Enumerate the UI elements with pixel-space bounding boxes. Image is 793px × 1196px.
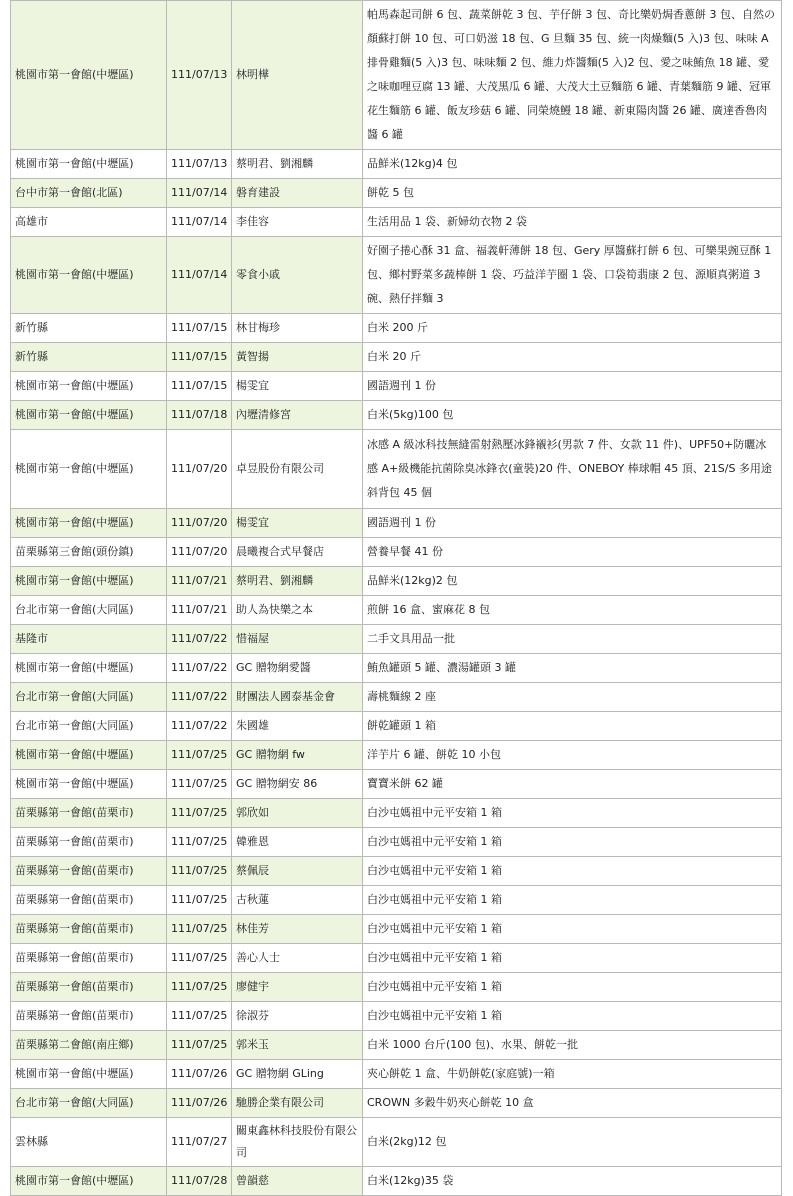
items-cell: 國語週刊 1 份 [363, 509, 782, 538]
date-cell: 111/07/25 [167, 1031, 232, 1060]
items-cell: 白沙屯媽祖中元平安箱 1 箱 [363, 799, 782, 828]
donor-cell: 楊雯宜 [232, 509, 363, 538]
unit-cell: 台北市第一會館(大同區) [11, 712, 167, 741]
donor-cell: 蔡明君、劉湘麟 [232, 150, 363, 179]
items-cell: 寶寶米餅 62 罐 [363, 770, 782, 799]
date-cell: 111/07/14 [167, 237, 232, 314]
items-cell: 品鮮米(12kg)2 包 [363, 567, 782, 596]
unit-cell: 桃園市第一會館(中壢區) [11, 401, 167, 430]
date-cell: 111/07/21 [167, 567, 232, 596]
date-cell: 111/07/22 [167, 712, 232, 741]
table-row [11, 973, 782, 1002]
date-cell: 111/07/25 [167, 857, 232, 886]
items-cell: 白米 200 斤 [363, 314, 782, 343]
donor-cell: 韓雅恩 [232, 828, 363, 857]
items-cell: 鮪魚罐頭 5 罐、濃湯罐頭 3 罐 [363, 654, 782, 683]
donor-cell: 蔡佩辰 [232, 857, 363, 886]
items-cell: 餅乾罐頭 1 箱 [363, 712, 782, 741]
date-cell: 111/07/14 [167, 208, 232, 237]
unit-cell: 台北市第一會館(大同區) [11, 683, 167, 712]
unit-cell: 台北市第一會館(大同區) [11, 1089, 167, 1118]
unit-cell: 苗栗縣第一會館(苗栗市) [11, 915, 167, 944]
donor-cell: GC 贈物網 fw [232, 741, 363, 770]
date-cell: 111/07/22 [167, 654, 232, 683]
table-row [11, 538, 782, 567]
donor-cell: 零食小戚 [232, 237, 363, 314]
donor-cell: 卓昱股份有限公司 [232, 430, 363, 509]
date-cell: 111/07/22 [167, 683, 232, 712]
table-row [11, 915, 782, 944]
date-cell: 111/07/25 [167, 886, 232, 915]
donor-cell: 助人為快樂之本 [232, 596, 363, 625]
table-row [11, 150, 782, 179]
date-cell: 111/07/13 [167, 150, 232, 179]
items-cell: 白沙屯媽祖中元平安箱 1 箱 [363, 886, 782, 915]
donor-cell: 善心人士 [232, 944, 363, 973]
unit-cell: 新竹縣 [11, 343, 167, 372]
unit-cell: 苗栗縣第一會館(苗栗市) [11, 944, 167, 973]
unit-cell: 苗栗縣第一會館(苗栗市) [11, 857, 167, 886]
unit-cell: 苗栗縣第一會館(苗栗市) [11, 886, 167, 915]
table-row [11, 683, 782, 712]
donor-cell: 林佳芳 [232, 915, 363, 944]
table-row [11, 625, 782, 654]
items-cell: 白米 1000 台斤(100 包)、水果、餅乾一批 [363, 1031, 782, 1060]
table-row [11, 1031, 782, 1060]
table-row [11, 314, 782, 343]
items-cell: 白沙屯媽祖中元平安箱 1 箱 [363, 1002, 782, 1031]
items-cell: 營養早餐 41 份 [363, 538, 782, 567]
unit-cell: 桃園市第一會館(中壢區) [11, 237, 167, 314]
donor-cell: 廖健宇 [232, 973, 363, 1002]
table-row [11, 1, 782, 150]
items-cell: 白沙屯媽祖中元平安箱 1 箱 [363, 944, 782, 973]
table-row [11, 857, 782, 886]
items-cell: 帕馬森起司餅 6 包、蔬菜餅乾 3 包、芋仔餅 3 包、奇比樂奶焗香蔥餅 3 包、自然の顏蘇打餅 10 包、可口奶滋 18 包、G 旦麵 35 包、統一肉燥麵(5 入)3 包、味味 A 排骨雞麵(5 入)3 包、味味麵 2 包、維力炸醬麵(5 入)2 包、愛之味鮪魚 18 罐、愛之味咖哩豆腐 13 罐、大茂黑瓜 6 罐、大茂大土豆麵筋 6 罐、青葉麵筋 9 罐、冠軍花生麵筋 6 罐、飯友珍菇 6 罐、同榮燒鰻 18 罐、新東陽肉醬 26 罐、廣達香魯肉醬 6 罐 [363, 1, 782, 150]
unit-cell: 苗栗縣第一會館(苗栗市) [11, 1002, 167, 1031]
date-cell: 111/07/15 [167, 314, 232, 343]
date-cell: 111/07/15 [167, 343, 232, 372]
donor-cell: 林甘梅珍 [232, 314, 363, 343]
donor-cell: 曾韻慈 [232, 1167, 363, 1196]
unit-cell: 桃園市第一會館(中壢區) [11, 654, 167, 683]
items-cell: 白米(12kg)35 袋 [363, 1167, 782, 1196]
unit-cell: 台北市第一會館(大同區) [11, 596, 167, 625]
items-cell: 夾心餅乾 1 盒、牛奶餅乾(家庭號)一箱 [363, 1060, 782, 1089]
donation-table-body [11, 1, 782, 1196]
unit-cell: 桃園市第一會館(中壢區) [11, 770, 167, 799]
date-cell: 111/07/20 [167, 509, 232, 538]
unit-cell: 桃園市第一會館(中壢區) [11, 1, 167, 150]
table-row [11, 208, 782, 237]
unit-cell: 桃園市第一會館(中壢區) [11, 430, 167, 509]
donor-cell: 郭米玉 [232, 1031, 363, 1060]
table-row [11, 1118, 782, 1167]
table-row [11, 401, 782, 430]
date-cell: 111/07/25 [167, 1002, 232, 1031]
items-cell: 冰感 A 級冰科技無縫雷射熱壓冰鋒襯衫(男款 7 件、女款 11 件)、UPF50+防曬冰感 A+級機能抗菌除臭冰鋒衣(童裝)20 件、ONEBOY 棒球帽 45 頂、21S/S 多用途斜背包 45 個 [363, 430, 782, 509]
items-cell: 白米(2kg)12 包 [363, 1118, 782, 1167]
unit-cell: 桃園市第一會館(中壢區) [11, 567, 167, 596]
table-row [11, 770, 782, 799]
donor-cell: 古秋蓮 [232, 886, 363, 915]
table-row [11, 1060, 782, 1089]
table-row [11, 1167, 782, 1196]
items-cell: 好園子捲心酥 31 盒、福義軒薄餅 18 包、Gery 厚醬蘇打餅 6 包、可樂果豌豆酥 1 包、鄉村野菜多蔬棒餅 1 袋、巧益洋芋圈 1 袋、口袋筍翡康 2 包、源順真粥道 3 碗、熱仔拌麵 3 [363, 237, 782, 314]
date-cell: 111/07/21 [167, 596, 232, 625]
table-row [11, 343, 782, 372]
items-cell: 白米 20 斤 [363, 343, 782, 372]
donor-cell: 內壢清修宮 [232, 401, 363, 430]
items-cell: 二手文具用品一批 [363, 625, 782, 654]
donor-cell: 馳勝企業有限公司 [232, 1089, 363, 1118]
donor-cell: 黃智揚 [232, 343, 363, 372]
items-cell: 品鮮米(12kg)4 包 [363, 150, 782, 179]
donor-cell: 朱國雄 [232, 712, 363, 741]
table-row [11, 1089, 782, 1118]
donor-cell: 李佳容 [232, 208, 363, 237]
date-cell: 111/07/18 [167, 401, 232, 430]
unit-cell: 雲林縣 [11, 1118, 167, 1167]
date-cell: 111/07/14 [167, 179, 232, 208]
donation-table-container [10, 0, 781, 1196]
donor-cell: 郭欣如 [232, 799, 363, 828]
unit-cell: 基隆市 [11, 625, 167, 654]
donor-cell: 財團法人國泰基金會 [232, 683, 363, 712]
items-cell: 白沙屯媽祖中元平安箱 1 箱 [363, 915, 782, 944]
date-cell: 111/07/15 [167, 372, 232, 401]
unit-cell: 苗栗縣第三會館(頭份鎮) [11, 538, 167, 567]
donor-cell: 磐育建設 [232, 179, 363, 208]
date-cell: 111/07/28 [167, 1167, 232, 1196]
donor-cell: 晨曦複合式早餐店 [232, 538, 363, 567]
unit-cell: 台中市第一會館(北區) [11, 179, 167, 208]
table-row [11, 567, 782, 596]
unit-cell: 新竹縣 [11, 314, 167, 343]
donor-cell: 蔡明君、劉湘麟 [232, 567, 363, 596]
date-cell: 111/07/27 [167, 1118, 232, 1167]
unit-cell: 桃園市第一會館(中壢區) [11, 1167, 167, 1196]
unit-cell: 桃園市第一會館(中壢區) [11, 372, 167, 401]
date-cell: 111/07/20 [167, 430, 232, 509]
unit-cell: 高雄市 [11, 208, 167, 237]
table-row [11, 596, 782, 625]
table-row [11, 237, 782, 314]
items-cell: 洋芋片 6 罐、餅乾 10 小包 [363, 741, 782, 770]
date-cell: 111/07/25 [167, 828, 232, 857]
date-cell: 111/07/25 [167, 741, 232, 770]
items-cell: 白沙屯媽祖中元平安箱 1 箱 [363, 973, 782, 1002]
donor-cell: 林明樺 [232, 1, 363, 150]
donor-cell: GC 贈物網安 86 [232, 770, 363, 799]
table-row [11, 828, 782, 857]
donor-cell: 關東鑫林科技股份有限公司 [232, 1118, 363, 1167]
items-cell: 白沙屯媽祖中元平安箱 1 箱 [363, 857, 782, 886]
table-row [11, 944, 782, 973]
unit-cell: 苗栗縣第一會館(苗栗市) [11, 799, 167, 828]
donor-cell: 惜福屋 [232, 625, 363, 654]
donor-cell: GC 贈物網 GLing [232, 1060, 363, 1089]
table-row [11, 1002, 782, 1031]
table-row [11, 799, 782, 828]
table-row [11, 179, 782, 208]
items-cell: 白米(5kg)100 包 [363, 401, 782, 430]
date-cell: 111/07/26 [167, 1089, 232, 1118]
date-cell: 111/07/25 [167, 915, 232, 944]
date-cell: 111/07/13 [167, 1, 232, 150]
unit-cell: 桃園市第一會館(中壢區) [11, 150, 167, 179]
table-row [11, 654, 782, 683]
items-cell: 白沙屯媽祖中元平安箱 1 箱 [363, 828, 782, 857]
date-cell: 111/07/25 [167, 799, 232, 828]
unit-cell: 苗栗縣第一會館(苗栗市) [11, 973, 167, 1002]
table-row [11, 372, 782, 401]
donor-cell: GC 贈物網愛醬 [232, 654, 363, 683]
table-row [11, 886, 782, 915]
unit-cell: 桃園市第一會館(中壢區) [11, 509, 167, 538]
donation-table [10, 0, 782, 1196]
table-row [11, 509, 782, 538]
items-cell: 煎餅 16 盒、蜜麻花 8 包 [363, 596, 782, 625]
items-cell: 國語週刊 1 份 [363, 372, 782, 401]
table-row [11, 430, 782, 509]
unit-cell: 桃園市第一會館(中壢區) [11, 741, 167, 770]
unit-cell: 苗栗縣第二會館(南庄鄉) [11, 1031, 167, 1060]
donor-cell: 楊雯宜 [232, 372, 363, 401]
date-cell: 111/07/25 [167, 944, 232, 973]
unit-cell: 桃園市第一會館(中壢區) [11, 1060, 167, 1089]
date-cell: 111/07/25 [167, 770, 232, 799]
items-cell: 生活用品 1 袋、新婦幼衣物 2 袋 [363, 208, 782, 237]
table-row [11, 741, 782, 770]
date-cell: 111/07/25 [167, 973, 232, 1002]
table-row [11, 712, 782, 741]
date-cell: 111/07/20 [167, 538, 232, 567]
unit-cell: 苗栗縣第一會館(苗栗市) [11, 828, 167, 857]
date-cell: 111/07/22 [167, 625, 232, 654]
date-cell: 111/07/26 [167, 1060, 232, 1089]
items-cell: CROWN 多穀牛奶夾心餅乾 10 盒 [363, 1089, 782, 1118]
items-cell: 餅乾 5 包 [363, 179, 782, 208]
donor-cell: 徐淑芬 [232, 1002, 363, 1031]
items-cell: 壽桃麵線 2 座 [363, 683, 782, 712]
